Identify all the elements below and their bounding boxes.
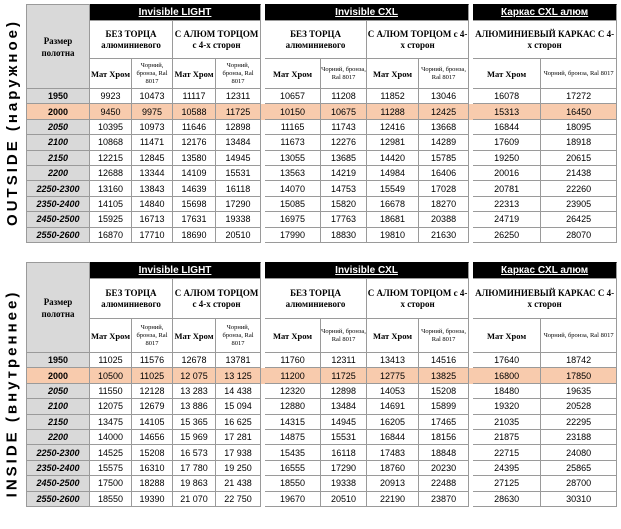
subheader-alu-edge: С АЛЮМ ТОРЦОМ с 4-х сторон [367,279,469,319]
price-cell: 10395 [90,120,132,135]
price-cell: 15 969 [173,430,216,445]
price-cell: 16870 [90,228,132,243]
price-cell: 13580 [173,151,216,166]
price-cell: 13668 [419,120,469,135]
price-cell: 12311 [216,89,261,104]
size-cell: 2550-2600 [26,492,90,507]
subheader-no-edge: БЕЗ ТОРЦА алюминиевого [90,279,173,319]
price-cell: 12775 [367,368,419,383]
price-cell: 22715 [473,445,541,460]
price-cell: 13160 [90,181,132,196]
price-cell: 14945 [216,151,261,166]
outside-price-table [26,4,617,243]
price-cell: 14840 [132,197,173,212]
price-cell: 15 365 [173,415,216,430]
col-header-black-bronze: Чорний, бронза, Ral 8017 [321,59,367,89]
price-cell: 13 283 [173,384,216,399]
price-cell: 11673 [265,135,321,150]
price-cell: 16 573 [173,445,216,460]
table-row [26,135,617,150]
price-cell: 16975 [265,212,321,227]
price-cell: 11576 [132,353,173,368]
price-cell: 11165 [265,120,321,135]
table-row [26,89,617,104]
price-cell: 14875 [265,430,321,445]
subheader-alu-frame: АЛЮМИНИЕВЫЙ КАРКАС С 4-х сторон [473,21,617,59]
price-cell: 9975 [132,104,173,119]
price-cell: 12678 [173,353,216,368]
col-header-matte-chrome: Мат Хром [173,319,216,353]
price-cell: 18480 [473,384,541,399]
price-cell: 12276 [321,135,367,150]
price-cell: 21 438 [216,476,261,491]
size-cell: 2550-2600 [26,228,90,243]
col-header-matte-chrome: Мат Хром [367,59,419,89]
price-cell: 14639 [173,181,216,196]
price-cell: 10973 [132,120,173,135]
price-cell: 19 863 [173,476,216,491]
price-cell: 11025 [90,353,132,368]
table-row [26,399,617,414]
price-cell: 28070 [541,228,617,243]
price-cell: 18288 [132,476,173,491]
size-cell: 2050 [26,384,90,399]
price-cell: 23870 [419,492,469,507]
price-cell: 21035 [473,415,541,430]
price-cell: 12128 [132,384,173,399]
price-cell: 13563 [265,166,321,181]
price-cell: 19810 [367,228,419,243]
group-header-karkas-cxl: Каркас CXL алюм [473,4,617,21]
size-cell: 2350-2400 [26,461,90,476]
price-cell: 14053 [367,384,419,399]
col-header-black-bronze: Чорний, бронза, Ral 8017 [216,319,261,353]
price-cell: 18156 [419,430,469,445]
price-cell: 21630 [419,228,469,243]
price-cell: 11550 [90,384,132,399]
col-header-black-bronze: Чорний, бронза, Ral 8017 [541,59,617,89]
price-cell: 16450 [541,104,617,119]
price-cell: 20781 [473,181,541,196]
price-cell: 20615 [541,151,617,166]
price-cell: 19 250 [216,461,261,476]
group-header-invisible-light: Invisible LIGHT [90,262,261,279]
price-cell: 12845 [132,151,173,166]
price-cell: 21 070 [173,492,216,507]
subheader-no-edge: БЕЗ ТОРЦА алюминиевого [265,21,367,59]
price-cell: 16078 [473,89,541,104]
price-cell: 12898 [321,384,367,399]
price-cell: 12898 [216,120,261,135]
price-cell: 14420 [367,151,419,166]
col-header-black-bronze: Чорний, бронза, Ral 8017 [419,59,469,89]
subheader-no-edge: БЕЗ ТОРЦА алюминиевого [90,21,173,59]
price-cell: 15785 [419,151,469,166]
price-cell: 15575 [90,461,132,476]
price-cell: 17640 [473,353,541,368]
price-cell: 24080 [541,445,617,460]
price-cell: 20528 [541,399,617,414]
size-cell: 2200 [26,166,90,181]
price-cell: 19250 [473,151,541,166]
price-cell: 12416 [367,120,419,135]
price-cell: 14105 [132,415,173,430]
table-row [26,415,617,430]
col-header-black-bronze: Чорний, бронза, Ral 8017 [321,319,367,353]
price-cell: 16406 [419,166,469,181]
group-header-karkas-cxl: Каркас CXL алюм [473,262,617,279]
price-cell: 18918 [541,135,617,150]
price-cell: 17710 [132,228,173,243]
table-row [26,368,617,383]
size-cell: 2250-2300 [26,445,90,460]
price-cell: 11760 [265,353,321,368]
size-cell: 1950 [26,89,90,104]
table-row [26,384,617,399]
price-cell: 10150 [265,104,321,119]
table-row [26,461,617,476]
price-cell: 15531 [321,430,367,445]
price-cell: 12981 [367,135,419,150]
price-cell: 17028 [419,181,469,196]
group-header-invisible-cxl: Invisible CXL [265,262,469,279]
price-cell: 19338 [321,476,367,491]
price-cell: 10473 [132,89,173,104]
price-cell: 12075 [90,399,132,414]
price-cell: 18270 [419,197,469,212]
price-cell: 21875 [473,430,541,445]
col-header-black-bronze: Чорний, бронза, Ral 8017 [132,59,173,89]
price-cell: 16118 [321,445,367,460]
price-cell: 18681 [367,212,419,227]
price-cell: 15925 [90,212,132,227]
price-cell: 12311 [321,353,367,368]
price-cell: 18095 [541,120,617,135]
price-cell: 15313 [473,104,541,119]
price-cell: 16713 [132,212,173,227]
inside-price-table [26,262,617,507]
price-cell: 16844 [367,430,419,445]
price-cell: 28630 [473,492,541,507]
price-cell: 14656 [132,430,173,445]
price-cell: 23188 [541,430,617,445]
price-cell: 18550 [90,492,132,507]
subheader-alu-edge: С АЛЮМ ТОРЦОМ с 4-х сторон [367,21,469,59]
price-cell: 15531 [216,166,261,181]
price-cell: 15698 [173,197,216,212]
price-cell: 14525 [90,445,132,460]
col-header-black-bronze: Чорний, бронза, Ral 8017 [216,59,261,89]
price-cell: 13055 [265,151,321,166]
price-cell: 30310 [541,492,617,507]
price-cell: 9923 [90,89,132,104]
price-cell: 11852 [367,89,419,104]
price-cell: 15208 [419,384,469,399]
price-cell: 13 886 [173,399,216,414]
table-row [26,104,617,119]
price-cell: 10500 [90,368,132,383]
price-cell: 19635 [541,384,617,399]
price-cell: 18550 [265,476,321,491]
price-cell: 20510 [321,492,367,507]
price-cell: 11725 [216,104,261,119]
price-cell: 12425 [419,104,469,119]
price-cell: 13344 [132,166,173,181]
inside-side-label: INSIDE (внутреннее) [3,289,21,497]
size-cell: 2150 [26,415,90,430]
table-row [26,120,617,135]
price-cell: 18830 [321,228,367,243]
size-cell: 2450-2500 [26,212,90,227]
size-cell: 2050 [26,120,90,135]
table-row [26,445,617,460]
price-cell: 11117 [173,89,216,104]
price-cell: 13484 [321,399,367,414]
price-cell: 22260 [541,181,617,196]
price-cell: 11725 [321,368,367,383]
price-cell: 10588 [173,104,216,119]
size-cell: 2350-2400 [26,197,90,212]
price-cell: 18742 [541,353,617,368]
table-row [26,197,617,212]
price-cell: 18760 [367,461,419,476]
price-cell: 11208 [321,89,367,104]
col-header-matte-chrome: Мат Хром [367,319,419,353]
size-cell: 2150 [26,151,90,166]
size-cell: 2250-2300 [26,181,90,196]
col-header-matte-chrome: Мат Хром [90,59,132,89]
price-cell: 12688 [90,166,132,181]
price-cell: 15820 [321,197,367,212]
price-cell: 13843 [132,181,173,196]
price-cell: 12679 [132,399,173,414]
price-cell: 13475 [90,415,132,430]
price-cell: 17 780 [173,461,216,476]
price-cell: 22295 [541,415,617,430]
price-cell: 20388 [419,212,469,227]
size-cell: 2100 [26,135,90,150]
price-cell: 14105 [90,197,132,212]
size-cell: 2200 [26,430,90,445]
price-cell: 13484 [216,135,261,150]
price-cell: 26425 [541,212,617,227]
price-cell: 15549 [367,181,419,196]
subheader-no-edge: БЕЗ ТОРЦА алюминиевого [265,279,367,319]
col-header-matte-chrome: Мат Хром [473,319,541,353]
price-cell: 15085 [265,197,321,212]
price-cell: 14984 [367,166,419,181]
price-cell: 14753 [321,181,367,196]
size-cell: 2000 [26,104,90,119]
price-cell: 17290 [321,461,367,476]
price-cell: 11743 [321,120,367,135]
price-cell: 13 125 [216,368,261,383]
price-cell: 17483 [367,445,419,460]
price-cell: 14289 [419,135,469,150]
price-cell: 16205 [367,415,419,430]
price-cell: 27125 [473,476,541,491]
price-cell: 19338 [216,212,261,227]
price-cell: 17 281 [216,430,261,445]
price-cell: 10868 [90,135,132,150]
price-cell: 9450 [90,104,132,119]
col-header-black-bronze: Чорний, бронза, Ral 8017 [132,319,173,353]
price-cell: 13825 [419,368,469,383]
price-cell: 18690 [173,228,216,243]
size-cell: 2450-2500 [26,476,90,491]
col-header-matte-chrome: Мат Хром [473,59,541,89]
table-row [26,181,617,196]
price-cell: 16800 [473,368,541,383]
price-cell: 22 750 [216,492,261,507]
table-row [26,476,617,491]
size-column-header: Размер полотна [26,262,90,353]
col-header-matte-chrome: Мат Хром [265,319,321,353]
size-cell: 2000 [26,368,90,383]
col-header-matte-chrome: Мат Хром [173,59,216,89]
price-cell: 13781 [216,353,261,368]
price-cell: 17465 [419,415,469,430]
price-cell: 15208 [132,445,173,460]
group-header-invisible-light: Invisible LIGHT [90,4,261,21]
price-cell: 16118 [216,181,261,196]
price-cell: 14516 [419,353,469,368]
price-cell: 22313 [473,197,541,212]
price-cell: 13046 [419,89,469,104]
price-cell: 20510 [216,228,261,243]
subheader-alu-edge: С АЛЮМ ТОРЦОМ с 4-х сторон [173,21,261,59]
price-cell: 16844 [473,120,541,135]
price-cell: 14219 [321,166,367,181]
price-cell: 17850 [541,368,617,383]
price-cell: 15899 [419,399,469,414]
price-cell: 17272 [541,89,617,104]
price-cell: 15 094 [216,399,261,414]
table-row [26,166,617,181]
group-header-invisible-cxl: Invisible CXL [265,4,469,21]
price-cell: 15435 [265,445,321,460]
price-cell: 23905 [541,197,617,212]
subheader-alu-edge: С АЛЮМ ТОРЦОМ с 4-х сторон [173,279,261,319]
price-cell: 16310 [132,461,173,476]
price-cell: 13413 [367,353,419,368]
table-row [26,430,617,445]
price-cell: 14070 [265,181,321,196]
price-cell: 11646 [173,120,216,135]
price-cell: 14945 [321,415,367,430]
price-cell: 22190 [367,492,419,507]
price-cell: 17763 [321,212,367,227]
price-cell: 17990 [265,228,321,243]
price-cell: 24395 [473,461,541,476]
price-cell: 11200 [265,368,321,383]
price-cell: 22488 [419,476,469,491]
price-cell: 20230 [419,461,469,476]
subheader-alu-frame: АЛЮМИНИЕВЫЙ КАРКАС С 4-х сторон [473,279,617,319]
price-cell: 25865 [541,461,617,476]
table-row [26,492,617,507]
price-cell: 18848 [419,445,469,460]
price-cell: 12320 [265,384,321,399]
price-cell: 24719 [473,212,541,227]
col-header-black-bronze: Чорний, бронза, Ral 8017 [541,319,617,353]
price-cell: 11025 [132,368,173,383]
price-cell: 16 625 [216,415,261,430]
price-cell: 14000 [90,430,132,445]
price-cell: 10657 [265,89,321,104]
price-cell: 17 938 [216,445,261,460]
price-cell: 28700 [541,476,617,491]
price-cell: 11288 [367,104,419,119]
price-cell: 26250 [473,228,541,243]
size-column-header: Размер полотна [26,4,90,89]
outside-side-label: OUTSIDE (наружное) [3,18,21,226]
col-header-matte-chrome: Мат Хром [90,319,132,353]
table-row [26,212,617,227]
price-cell: 11471 [132,135,173,150]
table-row [26,228,617,243]
price-cell: 20016 [473,166,541,181]
price-cell: 17609 [473,135,541,150]
price-cell: 17290 [216,197,261,212]
price-cell: 16555 [265,461,321,476]
table-row [26,151,617,166]
price-cell: 12880 [265,399,321,414]
col-header-black-bronze: Чорний, бронза, Ral 8017 [419,319,469,353]
price-cell: 16678 [367,197,419,212]
price-cell: 21438 [541,166,617,181]
price-cell: 12 075 [173,368,216,383]
col-header-matte-chrome: Мат Хром [265,59,321,89]
price-cell: 10675 [321,104,367,119]
price-cell: 13685 [321,151,367,166]
table-row [26,353,617,368]
price-cell: 14315 [265,415,321,430]
price-cell: 17500 [90,476,132,491]
price-cell: 14 438 [216,384,261,399]
price-cell: 17631 [173,212,216,227]
price-cell: 19390 [132,492,173,507]
price-cell: 12215 [90,151,132,166]
price-cell: 14691 [367,399,419,414]
price-cell: 12176 [173,135,216,150]
price-cell: 19670 [265,492,321,507]
price-cell: 20913 [367,476,419,491]
size-cell: 1950 [26,353,90,368]
price-cell: 19320 [473,399,541,414]
price-cell: 14109 [173,166,216,181]
size-cell: 2100 [26,399,90,414]
